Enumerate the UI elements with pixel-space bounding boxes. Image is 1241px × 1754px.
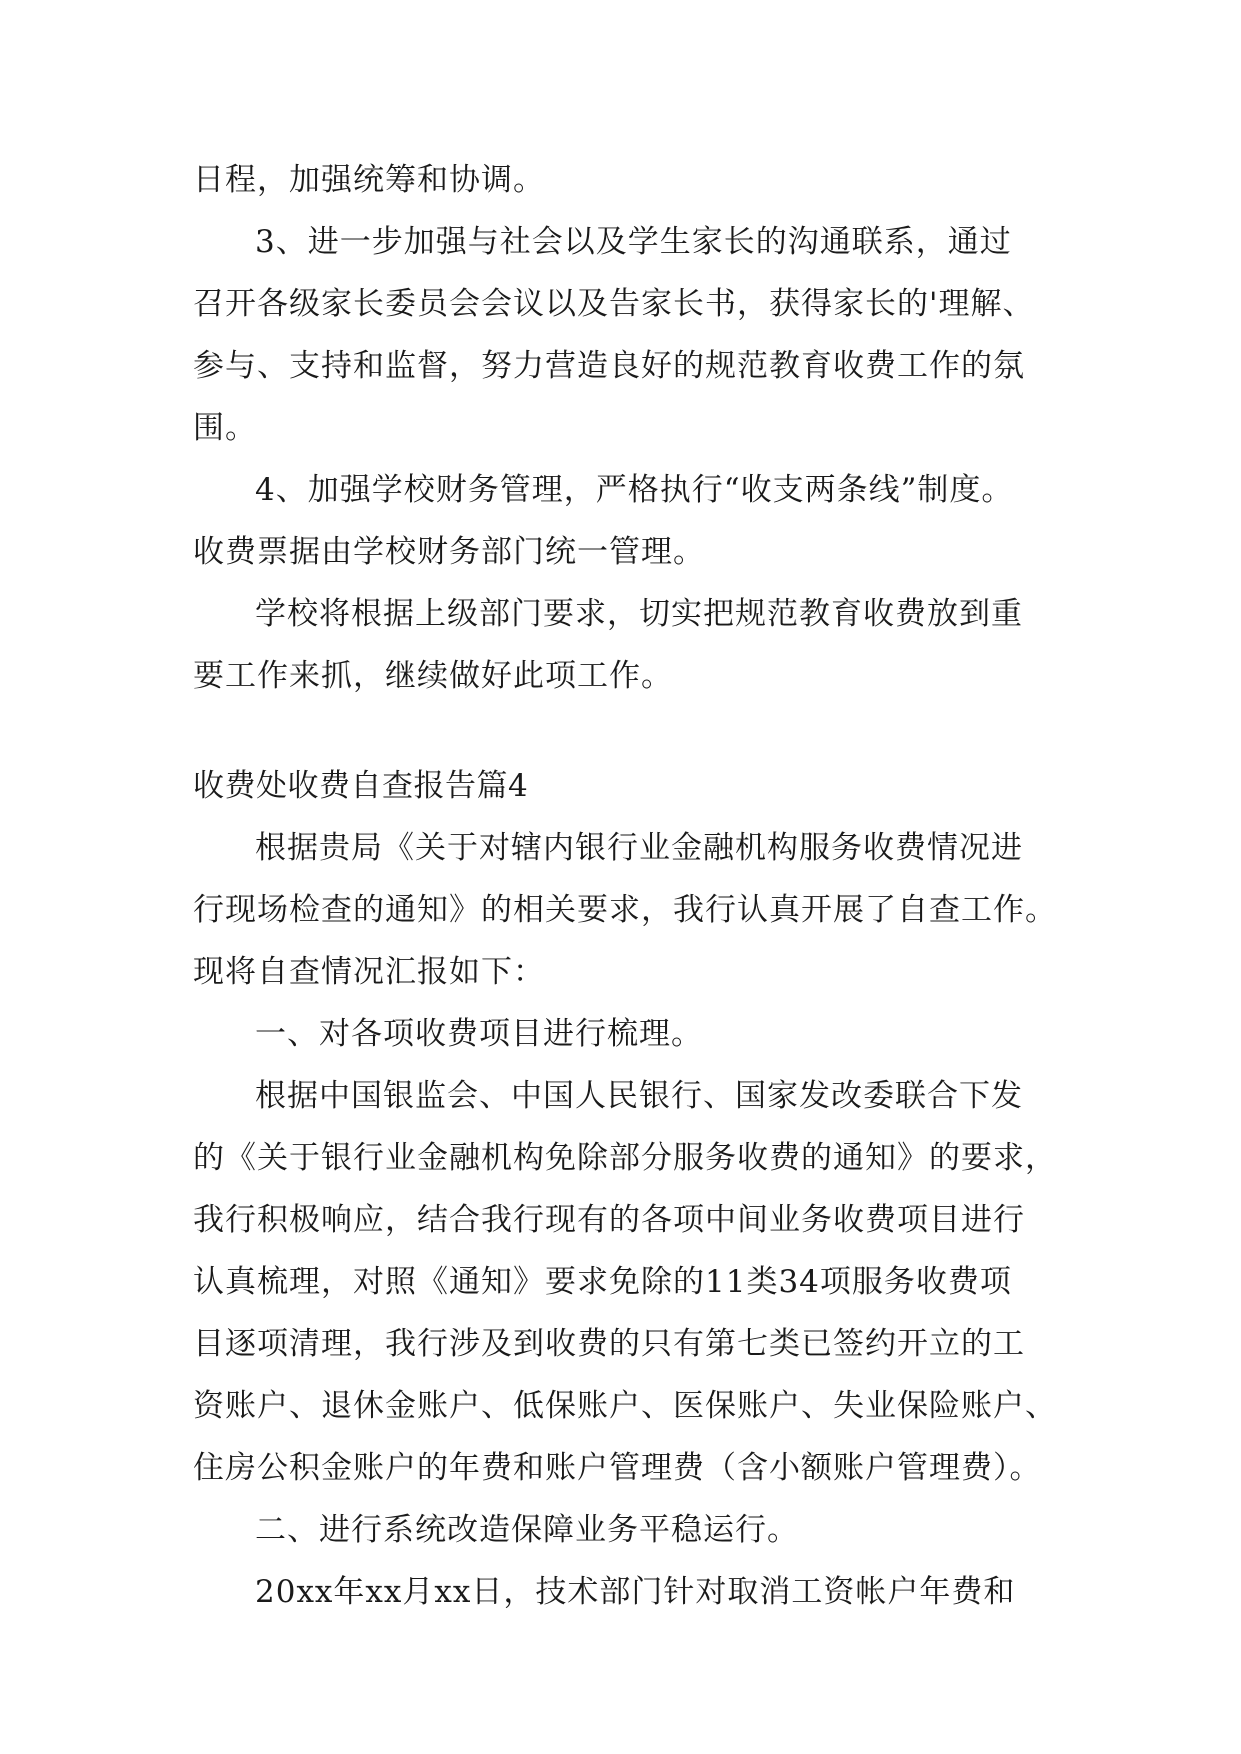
text-line-7: 收费票据由学校财务部门统一管理。	[193, 534, 705, 570]
text-line-5: 围。	[193, 410, 257, 446]
text-line-23: 20xx年xx月xx日，技术部门针对取消工资帐户年费和	[255, 1574, 1016, 1610]
text-line-13: 现将自查情况汇报如下：	[193, 954, 545, 990]
text-line-2: 3、进一步加强与社会以及学生家长的沟通联系，通过	[255, 224, 1012, 260]
text-line-15: 根据中国银监会、中国人民银行、国家发改委联合下发	[255, 1078, 1023, 1114]
text-line-21: 住房公积金账户的年费和账户管理费（含小额账户管理费）。	[193, 1450, 1042, 1486]
text-line-17: 我行积极响应，结合我行现有的各项中间业务收费项目进行	[193, 1202, 1025, 1238]
section-heading: 收费处收费自查报告篇4	[193, 768, 529, 804]
text-line-18: 认真梳理，对照《通知》要求免除的11类34项服务收费项	[193, 1264, 1012, 1300]
text-line-11: 根据贵局《关于对辖内银行业金融机构服务收费情况进	[255, 830, 1023, 866]
text-line-4: 参与、支持和监督，努力营造良好的规范教育收费工作的氛	[193, 348, 1025, 384]
text-line-12: 行现场检查的通知》的相关要求，我行认真开展了自查工作。	[193, 892, 1057, 928]
text-line-16: 的《关于银行业金融机构免除部分服务收费的通知》的要求，	[193, 1140, 1057, 1176]
text-line-8: 学校将根据上级部门要求，切实把规范教育收费放到重	[255, 596, 1023, 632]
text-line-20: 资账户、退休金账户、低保账户、医保账户、失业保险账户、	[193, 1388, 1057, 1424]
text-line-14: 一、对各项收费项目进行梳理。	[255, 1016, 703, 1052]
text-line-9: 要工作来抓，继续做好此项工作。	[193, 658, 673, 694]
text-line-3: 召开各级家长委员会会议以及告家长书，获得家长的'理解、	[193, 286, 1035, 322]
text-line-1: 日程，加强统筹和协调。	[193, 162, 545, 198]
text-line-19: 目逐项清理，我行涉及到收费的只有第七类已签约开立的工	[193, 1326, 1025, 1362]
text-line-22: 二、进行系统改造保障业务平稳运行。	[255, 1512, 799, 1548]
text-line-6: 4、加强学校财务管理，严格执行“收支两条线”制度。	[255, 472, 1014, 508]
